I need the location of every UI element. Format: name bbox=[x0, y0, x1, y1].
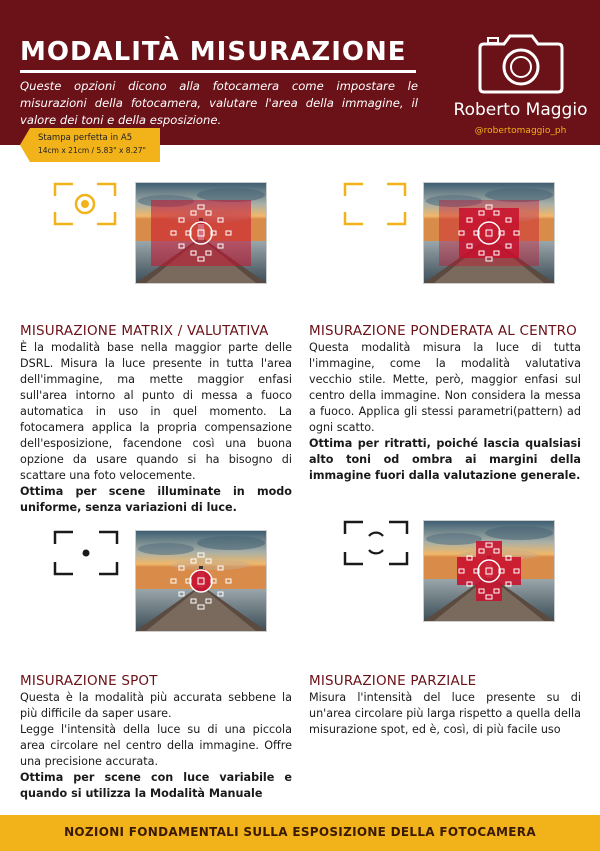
header-banner bbox=[0, 0, 600, 145]
spot-example-photo bbox=[135, 530, 267, 632]
intro-text: Queste opzioni dicono alla fotocamera come impostare le misurazioni della fotocamera, valutare l'area della immagine, il valore dei toni e della esposizione. bbox=[20, 79, 418, 127]
partial-description bbox=[309, 690, 581, 738]
spot-metering-icon bbox=[53, 530, 119, 576]
matrix-metering-icon bbox=[53, 182, 117, 226]
spot-body-2: Legge l'intensità della luce su di una piccola area circolare nel centro della immagine. Offre una precisione accurata. bbox=[20, 723, 292, 768]
footer-text: NOZIONI FONDAMENTALI SULLA ESPOSIZIONE DELLA FOTOCAMERA bbox=[64, 825, 536, 839]
print-tag-line2: 14cm x 21cm / 5.83" x 8.27" bbox=[38, 146, 146, 155]
matrix-tip: Ottima per scene illuminate in modo uniforme, senza variazioni di luce. bbox=[20, 485, 292, 514]
brand-logo bbox=[448, 30, 593, 140]
partial-metering-icon bbox=[343, 520, 409, 566]
print-size-tag bbox=[30, 128, 160, 162]
partial-body: Misura l'intensità del luce presente su di un'area circolare più larga rispetto a quella della misurazione spot, ed è, così, di più facile uso bbox=[309, 691, 581, 736]
spot-description bbox=[20, 690, 292, 802]
matrix-example-photo bbox=[135, 182, 267, 284]
matrix-description bbox=[20, 340, 292, 516]
center-weighted-tip: Ottima per ritratti, poiché lascia qualsiasi alto toni od ombra ai margini della immagine fuori dalla valutazione generale. bbox=[309, 437, 581, 482]
social-handle: @robertomaggio_ph bbox=[474, 126, 567, 136]
matrix-title: MISURAZIONE MATRIX / VALUTATIVA bbox=[20, 323, 269, 339]
title-underline bbox=[20, 70, 416, 73]
brand-name: Roberto Maggio bbox=[453, 100, 588, 120]
matrix-body: È la modalità base nella maggior parte delle DSRL. Misura la luce presente in tutta l'area dell'immagine, ma mette maggior enfasi sull'area intorno al punto di messa a fuoco automatica in uso in quel momento. La fotocamera applica la propria compensazione dell'esposizione, facendone così una buona opzione da usare quando si ha bisogno di scattare una foto velocemente. bbox=[20, 341, 292, 482]
spot-title: MISURAZIONE SPOT bbox=[20, 673, 158, 689]
partial-title: MISURAZIONE PARZIALE bbox=[309, 673, 477, 689]
center-weighted-icon bbox=[343, 182, 407, 226]
center-weighted-example-photo bbox=[423, 182, 555, 284]
center-weighted-description bbox=[309, 340, 581, 484]
center-weighted-title: MISURAZIONE PONDERATA AL CENTRO bbox=[309, 323, 578, 339]
camera-icon bbox=[478, 30, 564, 94]
page-title: MODALITÀ MISURAZIONE bbox=[20, 37, 407, 67]
center-weighted-body: Questa modalità misura la luce di tutta l'immagine, come la modalità valutativa vecchio stile. Mette, però, maggior enfasi sul centro della immagine. Non considera la messa a fuoco. Applica gli stessi parametri(pattern) ad ogni scatto. bbox=[309, 341, 581, 434]
spot-body-1: Questa è la modalità più accurata sebbene la più difficile da saper usare. bbox=[20, 691, 292, 720]
partial-example-photo bbox=[423, 520, 555, 622]
print-tag-line1: Stampa perfetta in A5 bbox=[38, 133, 133, 143]
spot-tip: Ottima per scene con luce variabile e quando si utilizza la Modalità Manuale bbox=[20, 771, 292, 800]
footer-banner bbox=[0, 815, 600, 851]
